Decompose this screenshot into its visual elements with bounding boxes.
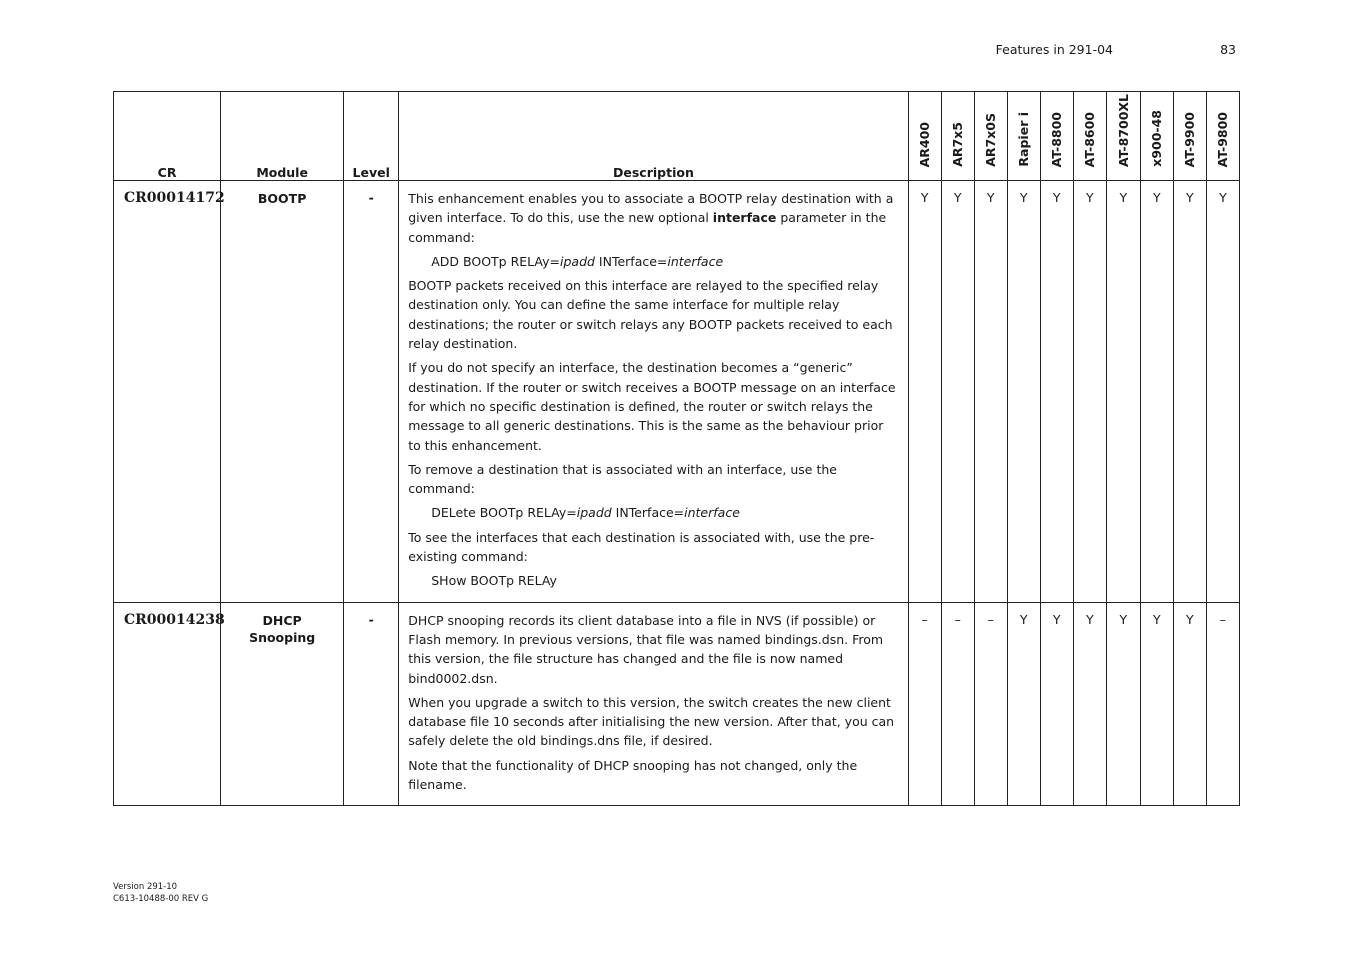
features-table	[113, 91, 1240, 806]
description-cell	[399, 181, 908, 603]
column-header-platform: AT-8800	[1040, 92, 1073, 181]
platform-support-cell: Y	[1140, 602, 1173, 806]
platform-support-cell: –	[974, 602, 1007, 806]
description-paragraph: To remove a destination that is associated with an interface, use the command:	[408, 461, 837, 497]
column-header-platform: AT-9900	[1173, 92, 1206, 181]
cr-number: CR00014172	[114, 181, 221, 603]
column-header-platform: AR7x0S	[974, 92, 1007, 181]
page-number: 83	[1220, 42, 1236, 57]
command-example: SHow BOOTp RELAy	[431, 573, 557, 589]
platform-support-cell: –	[908, 602, 941, 806]
command-example: DELete BOOTp RELAy=ipadd INTerface=interface	[431, 505, 740, 521]
description-paragraph: To see the interfaces that each destination is associated with, use the pre-existing command:	[408, 529, 875, 565]
column-header-platform: AR7x5	[941, 92, 974, 181]
level-value: -	[344, 181, 399, 603]
table-row	[114, 181, 1240, 603]
footer-document-code: C613-10488-00 REV G	[113, 894, 209, 904]
platform-support-cell: –	[941, 602, 974, 806]
description-paragraph: When you upgrade a switch to this version, the switch creates the new client database file 10 seconds after initialising the new version. After that, you can safely delete the old bindings.dns file, if desired.	[408, 694, 895, 749]
column-header-cr: CR	[114, 92, 221, 181]
page-footer	[113, 881, 208, 905]
platform-support-cell: Y	[941, 181, 974, 603]
column-header-platform: AT-8600	[1073, 92, 1106, 181]
platform-support-cell: Y	[1140, 181, 1173, 603]
cr-number: CR00014238	[114, 602, 221, 806]
footer-version: Version 291-10	[113, 882, 178, 892]
column-header-level: Level	[344, 92, 399, 181]
platform-support-cell: Y	[1073, 602, 1106, 806]
level-value: -	[344, 602, 399, 806]
module-name: BOOTP	[221, 181, 344, 603]
platform-support-cell: –	[1206, 602, 1239, 806]
platform-support-cell: Y	[1040, 602, 1073, 806]
platform-support-cell: Y	[1106, 602, 1140, 806]
platform-support-cell: Y	[1007, 602, 1040, 806]
platform-support-cell: Y	[1173, 602, 1206, 806]
platform-support-cell: Y	[1206, 181, 1239, 603]
platform-support-cell: Y	[1007, 181, 1040, 603]
description-paragraph: BOOTP packets received on this interface are relayed to the specified relay destination only. You can define the same interface for multiple relay destinations; the router or switch relays any BOOTP packets received to each relay destination.	[408, 278, 893, 352]
description-cell	[399, 602, 908, 806]
column-header-platform: AT-8700XL	[1106, 92, 1140, 181]
column-header-module: Module	[221, 92, 344, 181]
column-header-platform: AR400	[908, 92, 941, 181]
platform-support-cell: Y	[908, 181, 941, 603]
command-example: ADD BOOTp RELAy=ipadd INTerface=interface	[431, 253, 724, 269]
platform-support-cell: Y	[1173, 181, 1206, 603]
description-paragraph: DHCP snooping records its client database into a file in NVS (if possible) or Flash memory. In previous versions, that file was named bindings.dsn. From this version, the file structure has changed and the file is now named bind0002.dsn.	[408, 612, 884, 686]
description-paragraph: This enhancement enables you to associate a BOOTP relay destination with a given interface. To do this, use the new optional interface parameter in the command:	[408, 191, 894, 245]
table-header-row	[114, 92, 1240, 181]
column-header-platform: x900-48	[1140, 92, 1173, 181]
column-header-platform: Rapier i	[1007, 92, 1040, 181]
module-name: DHCP Snooping	[221, 602, 344, 806]
platform-support-cell: Y	[1040, 181, 1073, 603]
description-paragraph: Note that the functionality of DHCP snooping has not changed, only the filename.	[408, 757, 858, 793]
column-header-description: Description	[399, 92, 908, 181]
column-header-platform: AT-9800	[1206, 92, 1239, 181]
platform-support-cell: Y	[974, 181, 1007, 603]
platform-support-cell: Y	[1106, 181, 1140, 603]
description-paragraph: If you do not specify an interface, the destination becomes a “generic” destination. If the router or switch receives a BOOTP message on an interface for which no specific destination is defined, the router or switch relays the message to all generic destinations. This is the same as the behaviour prior to this enhancement.	[408, 360, 896, 453]
table-row	[114, 602, 1240, 806]
platform-support-cell: Y	[1073, 181, 1106, 603]
running-header-title: Features in 291-04	[995, 42, 1113, 57]
